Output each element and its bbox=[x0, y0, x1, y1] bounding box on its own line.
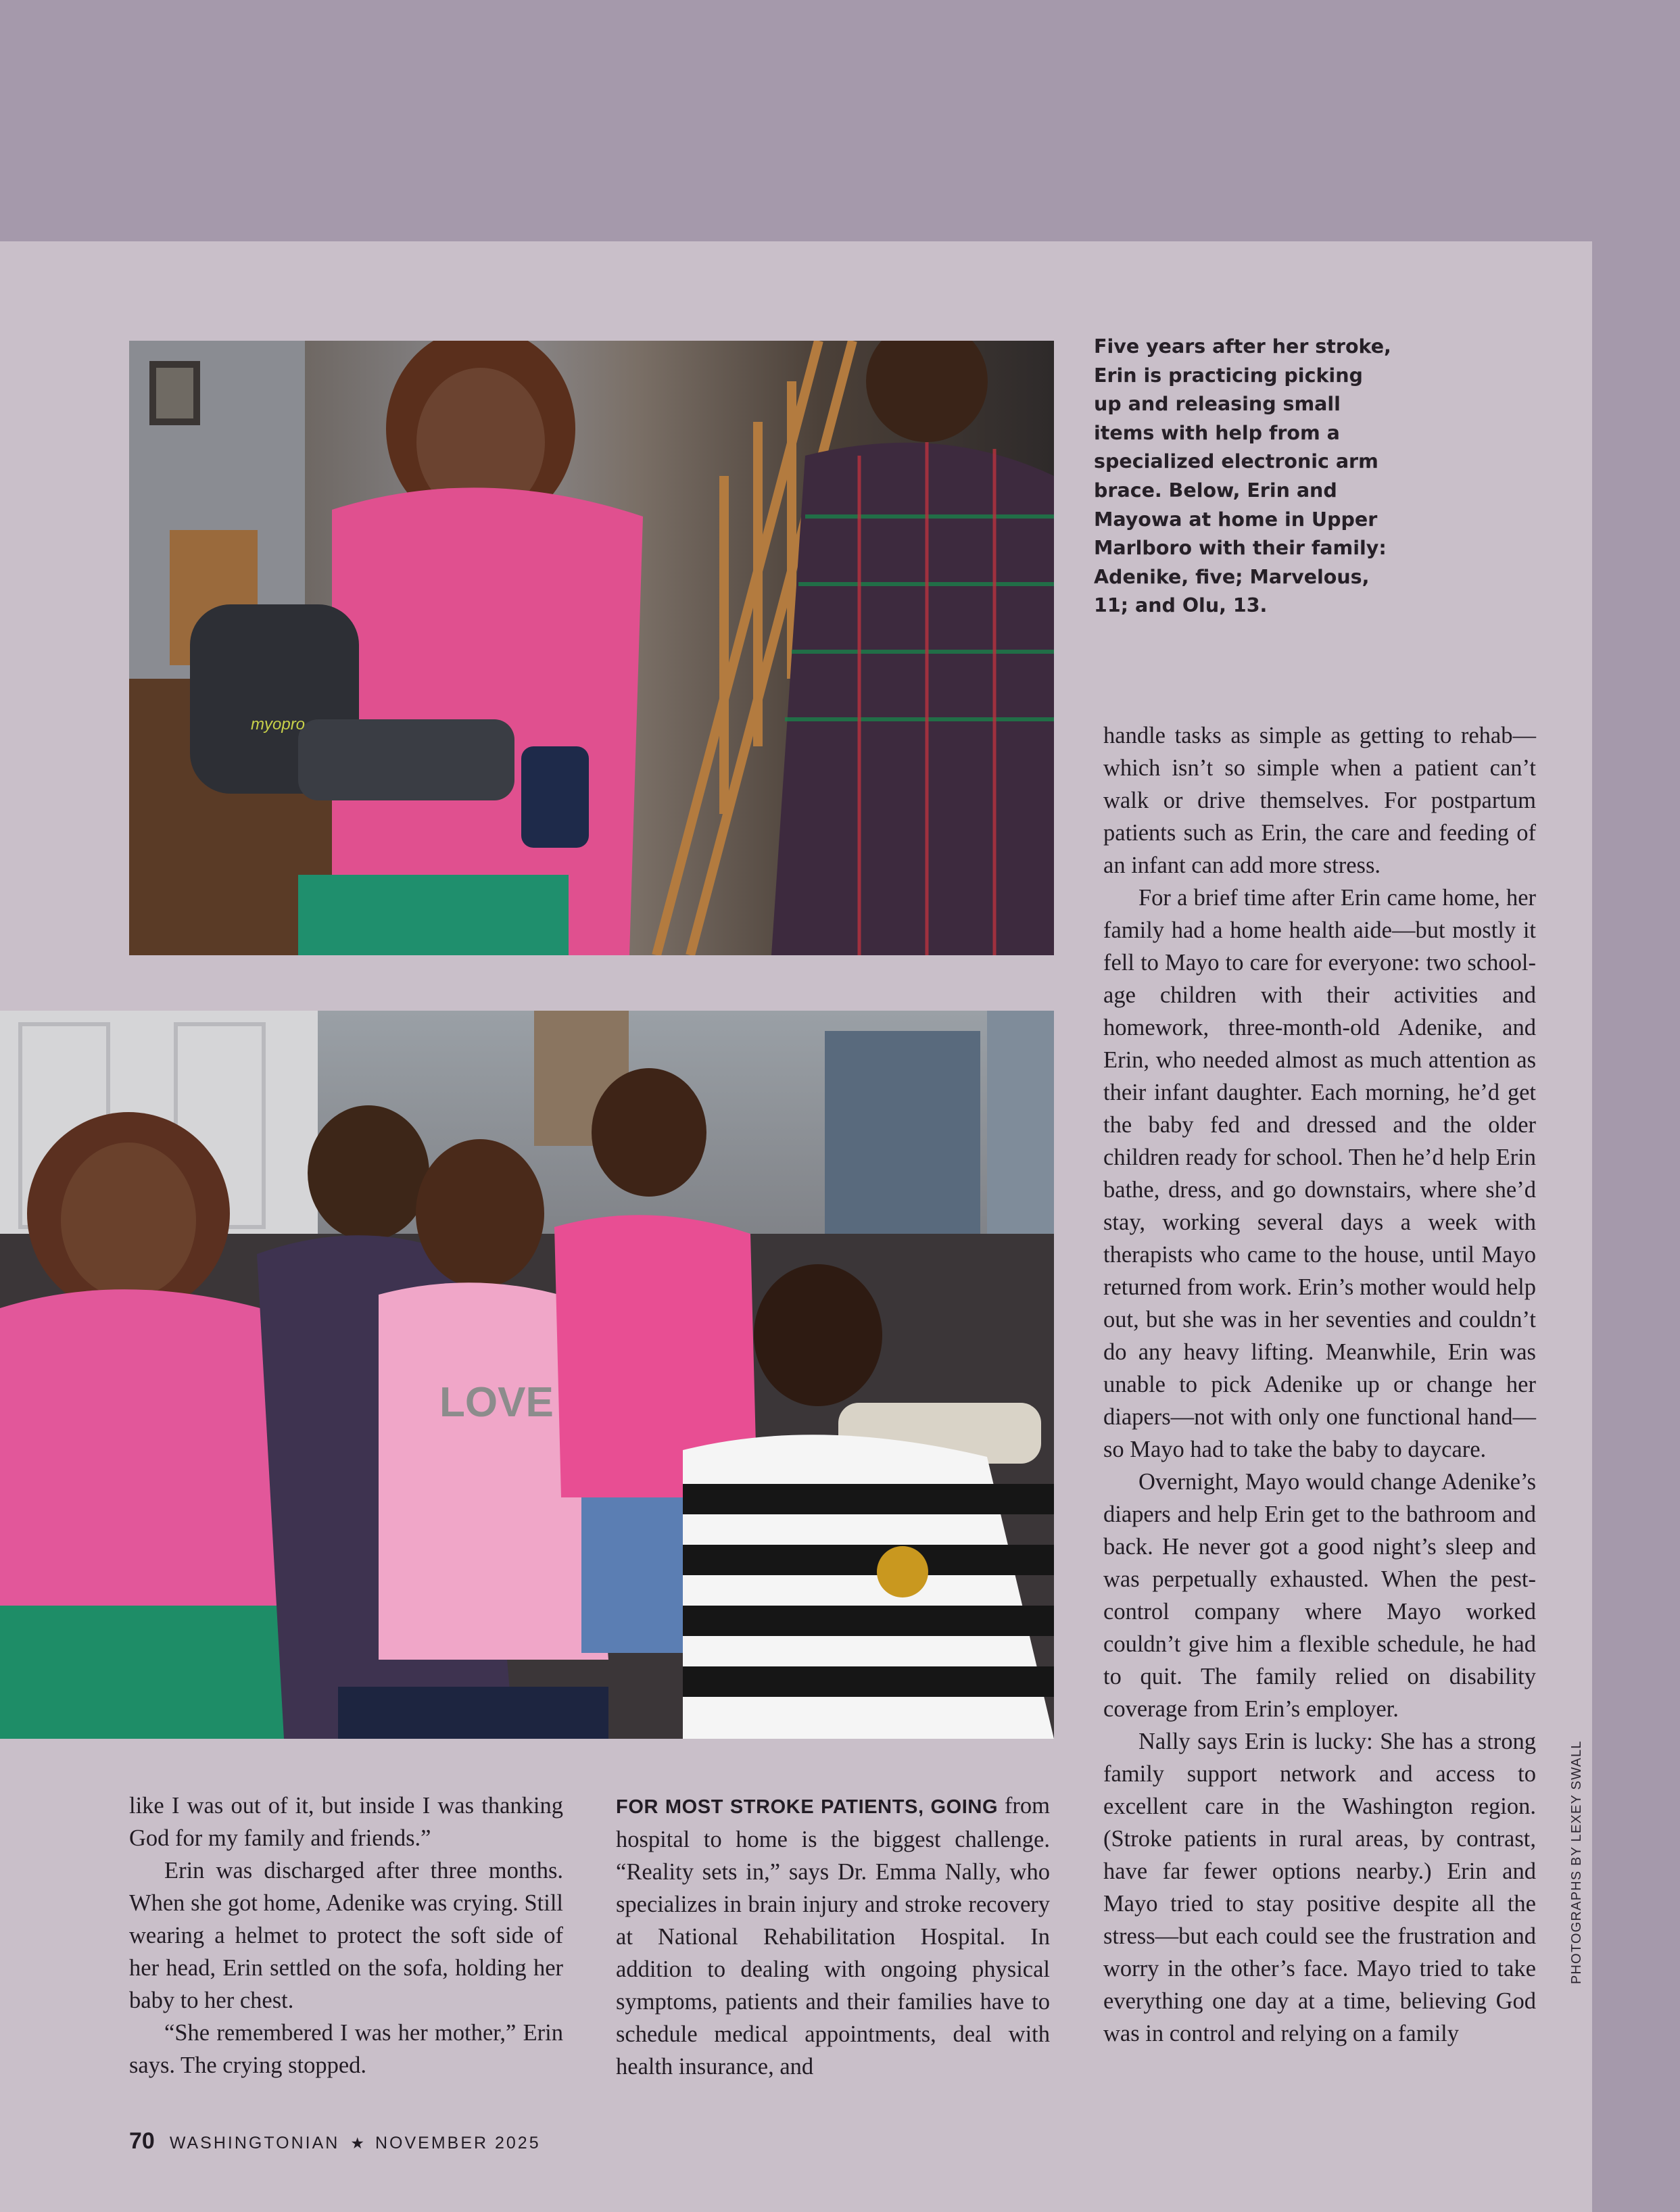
paragraph: Erin was discharged after three months. When she got home, Adenike was crying. Still wearing a helmet to protect the soft side of her head, Erin settled on the sofa, holding her baby to her chest. bbox=[129, 1858, 563, 2013]
star-icon: ★ bbox=[350, 2134, 364, 2152]
paragraph: Nally says Erin is lucky: She has a strong family support network and access to excellent care in the Washington region. (Stroke patients in rural areas, by contrast, have far fewer options nearby.) Erin and Mayo tried to stay positive despite all the stress—but each could see the frustration and worry in the other’s face. Mayo tried to take everything one day at a time, believing God was in control and relying on a family bbox=[1103, 1729, 1536, 2046]
paragraph-body: from hospital to home is the biggest challenge. “Reality sets in,” says Dr. Emma Nally, who specializes in brain injury and stroke recovery at National Rehabilitation Hospital. In addition to dealing with ongoing physical symptoms, patients and their families have to schedule medical appointments, deal with health insurance, and bbox=[616, 1793, 1050, 2079]
photo-caption: Five years after her stroke, Erin is practicing picking up and releasing small items with help from a specialized electronic arm brace. Below, Erin and Mayowa at home in Upper Marlboro with their family: Adenike, five; Marvelous, 11; and Olu, 13. bbox=[1094, 335, 1391, 617]
page-number: 70 bbox=[129, 2128, 155, 2154]
paragraph: handle tasks as simple as getting to rehab—which isn’t so simple when a patient can’t walk or drive themselves. For postpartum patients such as Erin, the care and feeding of an infant can add more stress. bbox=[1103, 723, 1536, 878]
paragraph: For a brief time after Erin came home, her family had a home health aide—but mostly it fell to Mayo to care for everyone: two school-age children with their activities and homework, three-month-old Adenike, and Erin, who needed almost as much attention as their infant daughter. Each morning, he’d get the baby fed and dressed and the older children ready for school. Then he’d help Erin bathe, dress, and go downstairs, where she’d stay, working several days a week with therapists who came to the house, until Mayo returned from work. Erin’s mother would help out, but she was in her seventies and couldn’t do any heavy lifting. Meanwhile, Erin was unable to pick Adenike up or change her diapers—not with only one functional hand—so Mayo had to take the baby to daycare. bbox=[1103, 885, 1536, 1462]
paragraph: Overnight, Mayo would change Adenike’s diapers and help Erin get to the bathroom and back. He never got a good night’s sleep and was perpetually exhausted. When the pest-control company where Mayo worked couldn’t give him a flexible schedule, he had to quit. The family relied on disability coverage from Erin’s employer. bbox=[1103, 1469, 1536, 1722]
publication-name: WASHINGTONIAN bbox=[169, 2134, 340, 2153]
photo-family bbox=[0, 1011, 1054, 1739]
paragraph bbox=[616, 1789, 1050, 2083]
article-column-3 bbox=[1103, 719, 1536, 2050]
photo-arm-brace-image bbox=[129, 341, 1054, 955]
photo-arm-brace bbox=[129, 341, 1054, 955]
article-column-2 bbox=[616, 1789, 1050, 2083]
section-lead-in: FOR MOST STROKE PATIENTS, GOING bbox=[616, 1796, 999, 1818]
shirt-text: LOVE bbox=[439, 1379, 554, 1426]
paragraph: “She remembered I was her mother,” Erin says. The crying stopped. bbox=[129, 2020, 563, 2078]
folio bbox=[129, 2128, 541, 2155]
paragraph: like I was out of it, but inside I was thanking God for my family and friends.” bbox=[129, 1793, 563, 1851]
photo-credit: PHOTOGRAPHS BY LEXEY SWALL bbox=[1569, 1740, 1584, 1984]
brace-label: myopro bbox=[251, 715, 306, 734]
issue-date: NOVEMBER 2025 bbox=[375, 2134, 541, 2153]
photo-family-image bbox=[0, 1011, 1054, 1739]
article-column-1 bbox=[129, 1789, 563, 2082]
